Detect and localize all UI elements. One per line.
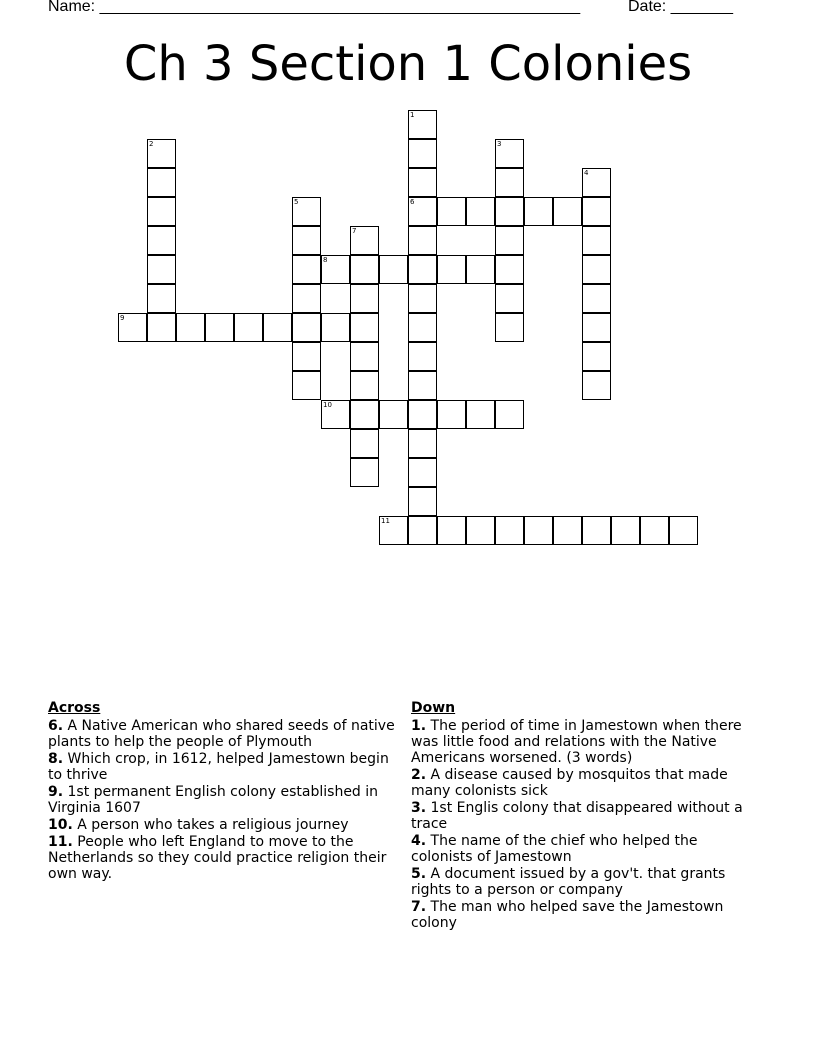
grid-cell[interactable]: [350, 458, 379, 487]
grid-cell[interactable]: [147, 168, 176, 197]
grid-cell[interactable]: [350, 429, 379, 458]
grid-cell[interactable]: [321, 255, 350, 284]
grid-cell[interactable]: [582, 226, 611, 255]
grid-cell[interactable]: [640, 516, 669, 545]
grid-cell[interactable]: [147, 255, 176, 284]
grid-cell[interactable]: [379, 255, 408, 284]
grid-cell[interactable]: [350, 400, 379, 429]
grid-cell[interactable]: [524, 197, 553, 226]
down-clue-5: 5. A document issued by a gov't. that grants rights to a person or company: [411, 866, 726, 898]
down-heading: Down: [411, 700, 456, 716]
grid-cell[interactable]: [350, 284, 379, 313]
grid-cell[interactable]: [524, 516, 553, 545]
grid-cell[interactable]: [611, 516, 640, 545]
clue-number: 4: [584, 169, 589, 177]
clue-number: 10: [323, 401, 332, 409]
grid-cell[interactable]: [495, 168, 524, 197]
grid-cell[interactable]: [147, 226, 176, 255]
across-clue-10: 10. A person who takes a religious journey: [48, 817, 349, 833]
grid-cell[interactable]: [408, 110, 437, 139]
grid-cell[interactable]: [292, 313, 321, 342]
across-clue-6: 6. A Native American who shared seeds of native plants to help the people of Plymouth: [48, 718, 395, 750]
grid-cell[interactable]: [350, 226, 379, 255]
grid-cell[interactable]: [292, 197, 321, 226]
across-clues: [48, 700, 406, 883]
grid-cell[interactable]: [408, 313, 437, 342]
grid-cell[interactable]: [437, 516, 466, 545]
clue-number: 5: [294, 198, 299, 206]
grid-cell[interactable]: [582, 284, 611, 313]
grid-cell[interactable]: [582, 516, 611, 545]
grid-cell[interactable]: [466, 197, 495, 226]
grid-cell[interactable]: [147, 139, 176, 168]
grid-cell[interactable]: [582, 342, 611, 371]
across-clue-9: 9. 1st permanent English colony established in Virginia 1607: [48, 784, 379, 816]
down-clues: [411, 700, 756, 932]
grid-cell[interactable]: [466, 400, 495, 429]
grid-cell[interactable]: [408, 168, 437, 197]
down-clue-4: 4. The name of the chief who helped the colonists of Jamestown: [411, 833, 698, 865]
grid-cell[interactable]: [437, 255, 466, 284]
grid-cell[interactable]: [408, 516, 437, 545]
clue-number: 7: [352, 227, 357, 235]
grid-cell[interactable]: [408, 458, 437, 487]
across-clue-11: 11. People who left England to move to the Netherlands so they could practice religion their own way.: [48, 834, 387, 882]
name-field[interactable]: Name: ______________________________________________________: [48, 0, 581, 15]
grid-cell[interactable]: [495, 197, 524, 226]
grid-cell[interactable]: [582, 168, 611, 197]
grid-cell[interactable]: [495, 400, 524, 429]
grid-cell[interactable]: [176, 313, 205, 342]
grid-cell[interactable]: [495, 516, 524, 545]
grid-cell[interactable]: [321, 400, 350, 429]
grid-cell[interactable]: [147, 284, 176, 313]
clue-number: 8: [323, 256, 328, 264]
grid-cell[interactable]: [495, 284, 524, 313]
clue-number: 9: [120, 314, 125, 322]
clue-number: 6: [410, 198, 415, 206]
page-title: Ch 3 Section 1 Colonies: [123, 36, 693, 92]
grid-cell[interactable]: [495, 139, 524, 168]
grid-cell[interactable]: [292, 371, 321, 400]
down-clue-3: 3. 1st Englis colony that disappeared without a trace: [411, 800, 743, 832]
grid-cell[interactable]: [466, 255, 495, 284]
grid-cell[interactable]: [495, 255, 524, 284]
grid-cell[interactable]: [408, 429, 437, 458]
grid-cell[interactable]: [582, 371, 611, 400]
grid-cell[interactable]: [118, 313, 147, 342]
grid-cell[interactable]: [205, 313, 234, 342]
grid-cell[interactable]: [147, 197, 176, 226]
grid-cell[interactable]: [408, 284, 437, 313]
clue-number: 1: [410, 111, 415, 119]
grid-cell[interactable]: [437, 197, 466, 226]
across-heading: Across: [48, 700, 101, 716]
grid-cell[interactable]: [350, 313, 379, 342]
clue-number: 11: [381, 517, 390, 525]
grid-cell[interactable]: [582, 197, 611, 226]
grid-cell[interactable]: [379, 516, 408, 545]
grid-cell[interactable]: [408, 487, 437, 516]
across-clue-8: 8. Which crop, in 1612, helped Jamestown begin to thrive: [48, 751, 389, 783]
grid-cell[interactable]: [292, 226, 321, 255]
down-clue-7: 7. The man who helped save the Jamestown colony: [411, 899, 724, 931]
grid-cell[interactable]: [292, 284, 321, 313]
clue-number: 3: [497, 140, 502, 148]
grid-cell[interactable]: [408, 371, 437, 400]
grid-cell[interactable]: [408, 342, 437, 371]
grid-cell[interactable]: [408, 139, 437, 168]
grid-cell[interactable]: [408, 255, 437, 284]
grid-cell[interactable]: [350, 255, 379, 284]
grid-cell[interactable]: [582, 255, 611, 284]
grid-cell[interactable]: [379, 400, 408, 429]
grid-cell[interactable]: [669, 516, 698, 545]
grid-cell[interactable]: [321, 313, 350, 342]
grid-cell[interactable]: [350, 342, 379, 371]
grid-cell[interactable]: [553, 516, 582, 545]
clue-number: 2: [149, 140, 154, 148]
grid-cell[interactable]: [292, 342, 321, 371]
grid-cell[interactable]: [553, 197, 582, 226]
grid-cell[interactable]: [147, 313, 176, 342]
down-clue-2: 2. A disease caused by mosquitos that made many colonists sick: [411, 767, 728, 799]
grid-cell[interactable]: [495, 226, 524, 255]
grid-cell[interactable]: [437, 400, 466, 429]
grid-cell[interactable]: [582, 313, 611, 342]
grid-cell[interactable]: [495, 313, 524, 342]
grid-cell[interactable]: [263, 313, 292, 342]
grid-cell[interactable]: [466, 516, 495, 545]
grid-cell[interactable]: [350, 371, 379, 400]
grid-cell[interactable]: [234, 313, 263, 342]
date-field[interactable]: Date: _______: [628, 0, 733, 15]
grid-cell[interactable]: [292, 255, 321, 284]
grid-cell[interactable]: [408, 226, 437, 255]
grid-cell[interactable]: [408, 400, 437, 429]
grid-cell[interactable]: [408, 197, 437, 226]
down-clue-1: 1. The period of time in Jamestown when there was little food and relations with the Native Americans worsened. (3 words): [411, 718, 742, 766]
